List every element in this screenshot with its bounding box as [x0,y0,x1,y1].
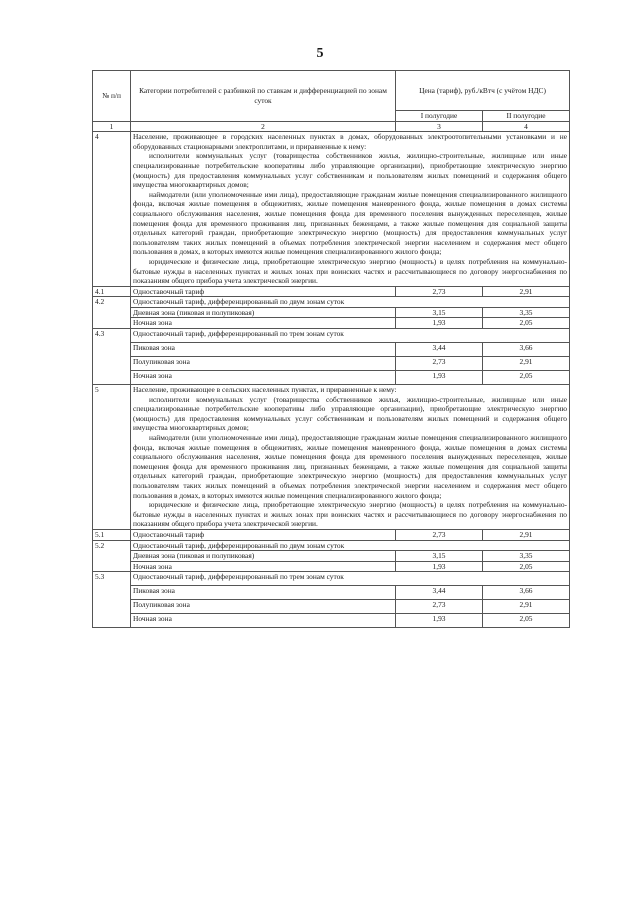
price-half1: 2,73 [396,286,483,297]
table-row [93,307,570,318]
price-half1: 1,93 [396,371,483,385]
price-half2: 2,91 [483,529,570,540]
section-row [93,385,570,530]
section-description [131,132,570,287]
section-number: 4 [93,132,131,287]
row-label: Одноставочный тариф, дифференцированный по двум зонам суток [131,297,570,308]
price-half1: 1,93 [396,318,483,329]
table-row [93,572,570,586]
table-row [93,329,570,343]
price-half1: 3,44 [396,586,483,600]
table-row [93,371,570,385]
price-half2: 3,35 [483,307,570,318]
table-row [93,600,570,614]
price-half1: 2,73 [396,600,483,614]
section-paragraph: наймодатели (или уполномоченные ими лица), предоставляющие гражданам жилые помещения специализированного жилищного фонда, включая жилые помещения в общежитиях, жилые помещения маневренного фонда, жилые помещения в домах системы социального обслуживания населения, жилые помещения фонда для временного поселения вынужденных переселенцев, жилые помещения фонда для временного проживания лиц, признанных беженцами, а также жилые помещения для социальной защиты отдельных категорий граждан, приобретающие электрическую энергию (мощность) для предоставления коммунальных услуг пользователям таких жилых помещений в объемах потребления электрической энергии населением и содержания мест общего пользования в домах, в которых имеются жилые помещения специализированного жилого фонда; [133,433,568,500]
table-row [93,614,570,628]
row-number: 5.2 [93,540,131,572]
page-number: 5 [316,46,324,61]
price-half1: 3,44 [396,343,483,357]
section-intro: Население, проживающее в сельских населенных пунктах, и приравненные к нему: [133,385,397,395]
zone-label: Ночная зона [131,318,396,329]
section-intro: Население, проживающее в городских населенных пунктах в домах, оборудованных электроотопительными установками и не оборудованных стационарными электроплитами, и приравненные к нему: [133,132,568,151]
table-row [93,318,570,329]
zone-label: Дневная зона (пиковая и полупиковая) [131,551,396,562]
price-half2: 2,91 [483,286,570,297]
row-number: 5.3 [93,572,131,628]
row-number: 4.3 [93,329,131,385]
tariff-table [92,70,570,628]
price-half1: 1,93 [396,614,483,628]
table-row [93,343,570,357]
zone-label: Ночная зона [131,614,396,628]
zone-label: Дневная зона (пиковая и полупиковая) [131,307,396,318]
price-half1: 1,93 [396,561,483,572]
table-row [93,586,570,600]
section-row [93,132,570,287]
row-number: 4.1 [93,286,131,297]
header-price: Цена (тариф), руб./кВтч (с учётом НДС) [396,71,570,111]
section-paragraph: исполнители коммунальных услуг (товарищества собственников жилья, жилищно-строительные, жилищные или иные специализированные потребительские кооперативы либо управляющие организации), приобретающие электрическую энергию (мощность) для предоставления коммунальных услуг собственникам и пользователям жилых помещений и содержания общего имущества многоквартирных домов; [133,394,568,433]
price-half1: 3,15 [396,307,483,318]
price-half2: 2,05 [483,614,570,628]
section-paragraph: исполнители коммунальных услуг (товарищества собственников жилья, жилищно-строительные, жилищные или иные специализированные потребительские кооперативы либо управляющие организации), приобретающие электрическую энергию (мощность) для предоставления коммунальных услуг собственникам и пользователям жилых помещений и содержания общего имущества многоквартирных домов; [133,151,568,190]
row-label: Одноставочный тариф [131,286,396,297]
header-number: № п/п [93,71,131,122]
row-label: Одноставочный тариф, дифференцированный по двум зонам суток [131,540,570,551]
table-row [93,297,570,308]
price-half2: 2,05 [483,371,570,385]
table-row [93,561,570,572]
section-paragraph: наймодатели (или уполномоченные ими лица), предоставляющие гражданам жилые помещения специализированного жилищного фонда, включая жилые помещения в общежитиях, жилые помещения маневренного фонда, жилые помещения в домах системы социального обслуживания населения, жилые помещения фонда для временного поселения вынужденных переселенцев, жилые помещения фонда для временного проживания лиц, признанных беженцами, а также жилые помещения для социальной защиты отдельных категорий граждан, приобретающие электрическую энергию (мощность) для предоставления коммунальных услуг пользователям таких жилых помещений в объемах потребления электрической энергии населением и содержания мест общего пользования в домах, в которых имеются жилые помещения специализированного жилого фонда; [133,189,568,257]
price-half2: 2,91 [483,357,570,371]
zone-label: Ночная зона [131,561,396,572]
index-3: 3 [396,121,483,132]
price-half1: 2,73 [396,529,483,540]
section-paragraph: юридические и физические лица, приобретающие электрическую энергию (мощность) в целях потребления на коммунально-бытовые нужды в населенных пунктах и жилых зонах при воинских частях и рассчитывающиеся по договору энергоснабжения по показаниям общего прибора учета электрической энергии. [133,500,568,529]
section-number: 5 [93,385,131,530]
price-half2: 2,05 [483,318,570,329]
zone-label: Ночная зона [131,371,396,385]
index-4: 4 [483,121,570,132]
index-2: 2 [131,121,396,132]
price-half2: 2,91 [483,600,570,614]
zone-label: Полупиковая зона [131,600,396,614]
zone-label: Полупиковая зона [131,357,396,371]
price-half1: 3,15 [396,551,483,562]
table-row [93,540,570,551]
row-label: Одноставочный тариф [131,529,396,540]
index-1: 1 [93,121,131,132]
price-half2: 3,35 [483,551,570,562]
price-half2: 3,66 [483,343,570,357]
table-row [93,529,570,540]
section-paragraph: юридические и физические лица, приобретающие электрическую энергию (мощность) в целях потребления на коммунально-бытовые нужды в населенных пунктах и жилых зонах при воинских частях и рассчитывающиеся по договору энергоснабжения по показаниям общего прибора учета электрической энергии. [133,256,568,286]
header-half1: I полугодие [396,111,483,122]
zone-label: Пиковая зона [131,343,396,357]
row-number: 5.1 [93,529,131,540]
row-label: Одноставочный тариф, дифференцированный по трем зонам суток [131,572,570,586]
row-number: 4.2 [93,297,131,329]
header-half2: II полугодие [483,111,570,122]
row-label: Одноставочный тариф, дифференцированный по трем зонам суток [131,329,570,343]
table-row [93,357,570,371]
header-category: Категории потребителей с разбивкой по ставкам и дифференциацией по зонам суток [131,71,396,122]
price-half2: 2,05 [483,561,570,572]
price-half1: 2,73 [396,357,483,371]
price-half2: 3,66 [483,586,570,600]
table-row [93,551,570,562]
section-description [131,385,570,530]
zone-label: Пиковая зона [131,586,396,600]
table-row [93,286,570,297]
